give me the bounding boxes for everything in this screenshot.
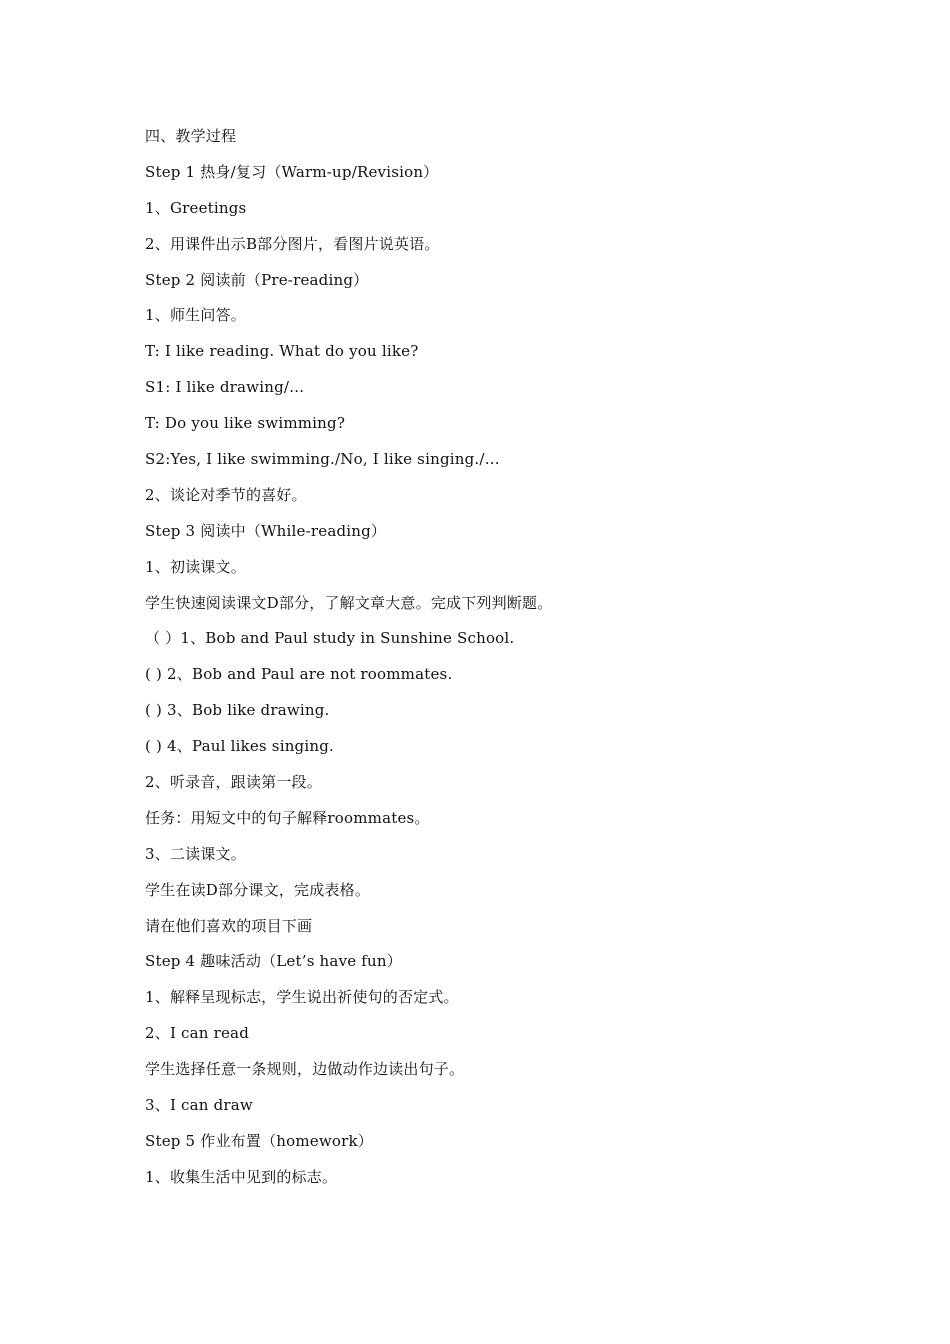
dialogue-line: S2:Yes, I like swimming./No, I like singing./… <box>145 450 500 469</box>
text-line: 1、解释呈现标志，学生说出祈使句的否定式。 <box>145 988 459 1007</box>
document-body <box>145 124 865 1201</box>
section-heading: 四、教学过程 <box>145 127 237 145</box>
step-4-heading: Step 4 趣味活动（Let’s have fun） <box>145 952 402 971</box>
text-line: 2、I can read <box>145 1024 250 1043</box>
true-false-item: （ ）1、Bob and Paul study in Sunshine School. <box>145 629 515 648</box>
text-line: 1、师生问答。 <box>145 306 246 325</box>
text-line: 3、I can draw <box>145 1096 253 1115</box>
true-false-item: ( ) 2、Bob and Paul are not roommates. <box>145 665 453 684</box>
step-5-heading: Step 5 作业布置（homework） <box>145 1131 373 1150</box>
dialogue-line: T: I like reading. What do you like? <box>145 342 419 361</box>
text-line: 2、用课件出示B部分图片，看图片说英语。 <box>145 234 440 253</box>
step-3-heading: Step 3 阅读中（While-reading） <box>145 521 387 540</box>
text-line: 2、听录音，跟读第一段。 <box>145 773 322 792</box>
text-line: 学生快速阅读课文D部分，了解文章大意。完成下列判断题。 <box>145 593 553 612</box>
dialogue-line: T: Do you like swimming? <box>145 414 346 433</box>
true-false-item: ( ) 4、Paul likes singing. <box>145 737 334 756</box>
text-line: 3、二读课文。 <box>145 844 246 863</box>
true-false-item: ( ) 3、Bob like drawing. <box>145 701 330 720</box>
dialogue-line: S1: I like drawing/… <box>145 378 305 397</box>
step-1-heading: Step 1 热身/复习（Warm-up/Revision） <box>145 162 439 181</box>
text-line: 1、收集生活中见到的标志。 <box>145 1167 338 1186</box>
text-line: 请在他们喜欢的项目下画 <box>145 916 313 935</box>
text-line: 2、谈论对季节的喜好。 <box>145 485 307 504</box>
step-2-heading: Step 2 阅读前（Pre-reading） <box>145 270 369 289</box>
text-line: 学生在读D部分课文，完成表格。 <box>145 880 371 899</box>
text-line: 学生选择任意一条规则，边做动作边读出句子。 <box>145 1060 465 1079</box>
text-line: 任务：用短文中的句子解释roommates。 <box>145 808 430 827</box>
text-line: 1、Greetings <box>145 198 247 217</box>
text-line: 1、初读课文。 <box>145 557 246 576</box>
